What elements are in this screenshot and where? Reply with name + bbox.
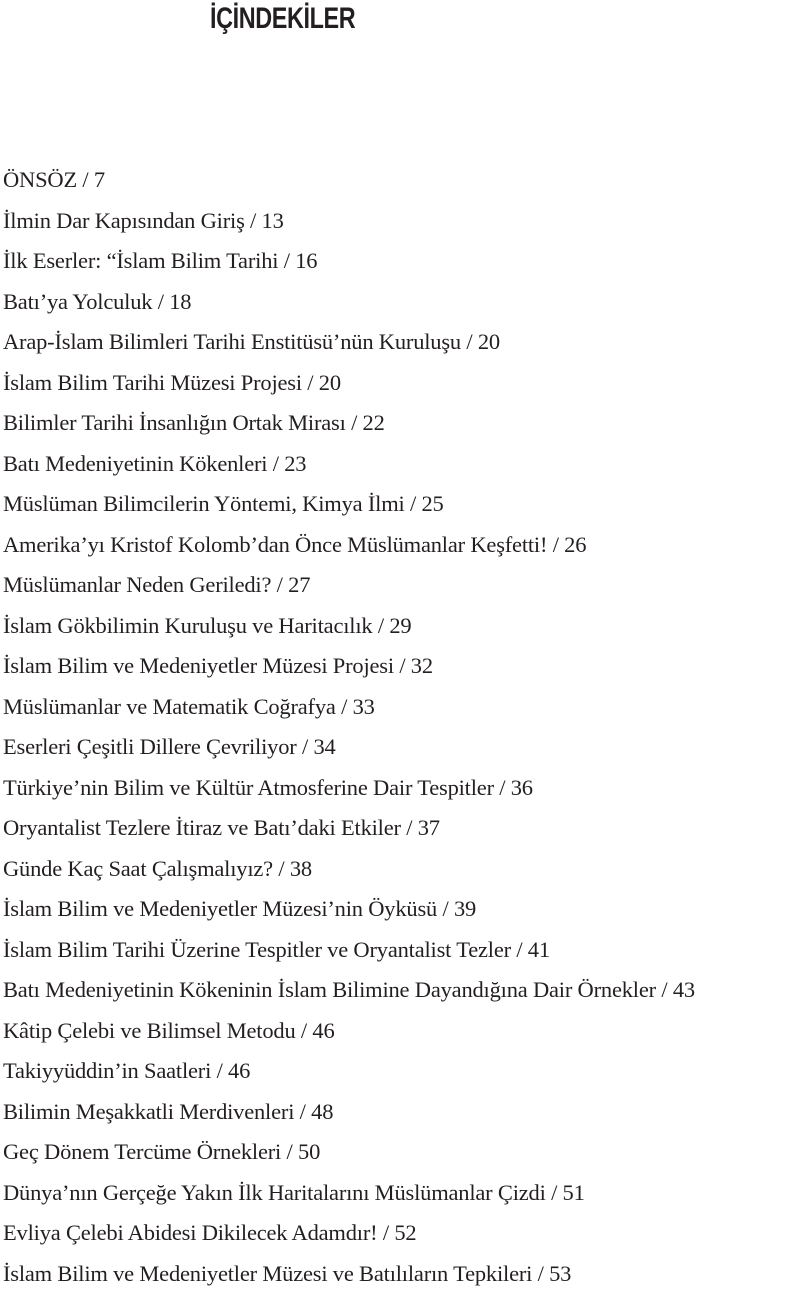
toc-entry: Dünya’nın Gerçeğe Yakın İlk Haritalarını Müslümanlar Çizdi / 51 bbox=[3, 1173, 800, 1214]
toc-entry: Batı Medeniyetinin Kökenleri / 23 bbox=[3, 444, 800, 485]
toc-entry: Kâtip Çelebi ve Bilimsel Metodu / 46 bbox=[3, 1011, 800, 1052]
toc-entry: İslam Bilim ve Medeniyetler Müzesi’nin Öyküsü / 39 bbox=[3, 889, 800, 930]
toc-entry: Amerika’yı Kristof Kolomb’dan Önce Müslümanlar Keşfetti! / 26 bbox=[3, 525, 800, 566]
table-of-contents bbox=[3, 160, 800, 1294]
toc-entry: Geç Dönem Tercüme Örnekleri / 50 bbox=[3, 1132, 800, 1173]
toc-entry: Müslümanlar ve Matematik Coğrafya / 33 bbox=[3, 687, 800, 728]
toc-entry: Takiyyüddin’in Saatleri / 46 bbox=[3, 1051, 800, 1092]
toc-entry: Günde Kaç Saat Çalışmalıyız? / 38 bbox=[3, 849, 800, 890]
toc-entry: ÖNSÖZ / 7 bbox=[3, 160, 800, 201]
toc-entry: Müslüman Bilimcilerin Yöntemi, Kimya İlmi / 25 bbox=[3, 484, 800, 525]
toc-entry: İslam Gökbilimin Kuruluşu ve Haritacılık / 29 bbox=[3, 606, 800, 647]
toc-entry: Bilimler Tarihi İnsanlığın Ortak Mirası / 22 bbox=[3, 403, 800, 444]
toc-entry: Türkiye’nin Bilim ve Kültür Atmosferine Dair Tespitler / 36 bbox=[3, 768, 800, 809]
toc-entry: İslam Bilim Tarihi Üzerine Tespitler ve Oryantalist Tezler / 41 bbox=[3, 930, 800, 971]
toc-entry: Batı Medeniyetinin Kökeninin İslam Bilimine Dayandığına Dair Örnekler / 43 bbox=[3, 970, 800, 1011]
toc-entry: Batı’ya Yolculuk / 18 bbox=[3, 282, 800, 323]
toc-entry: İslam Bilim Tarihi Müzesi Projesi / 20 bbox=[3, 363, 800, 404]
toc-entry: Evliya Çelebi Abidesi Dikilecek Adamdır! / 52 bbox=[3, 1213, 800, 1254]
toc-entry: İlk Eserler: “İslam Bilim Tarihi / 16 bbox=[3, 241, 800, 282]
toc-entry: İslam Bilim ve Medeniyetler Müzesi ve Batılıların Tepkileri / 53 bbox=[3, 1254, 800, 1294]
page-title: İÇİNDEKİLER bbox=[210, 2, 355, 36]
toc-entry: Arap-İslam Bilimleri Tarihi Enstitüsü’nün Kuruluşu / 20 bbox=[3, 322, 800, 363]
toc-entry: İslam Bilim ve Medeniyetler Müzesi Projesi / 32 bbox=[3, 646, 800, 687]
toc-entry: Bilimin Meşakkatli Merdivenleri / 48 bbox=[3, 1092, 800, 1133]
toc-entry: Eserleri Çeşitli Dillere Çevriliyor / 34 bbox=[3, 727, 800, 768]
toc-entry: Müslümanlar Neden Geriledi? / 27 bbox=[3, 565, 800, 606]
toc-entry: İlmin Dar Kapısından Giriş / 13 bbox=[3, 201, 800, 242]
toc-entry: Oryantalist Tezlere İtiraz ve Batı’daki Etkiler / 37 bbox=[3, 808, 800, 849]
